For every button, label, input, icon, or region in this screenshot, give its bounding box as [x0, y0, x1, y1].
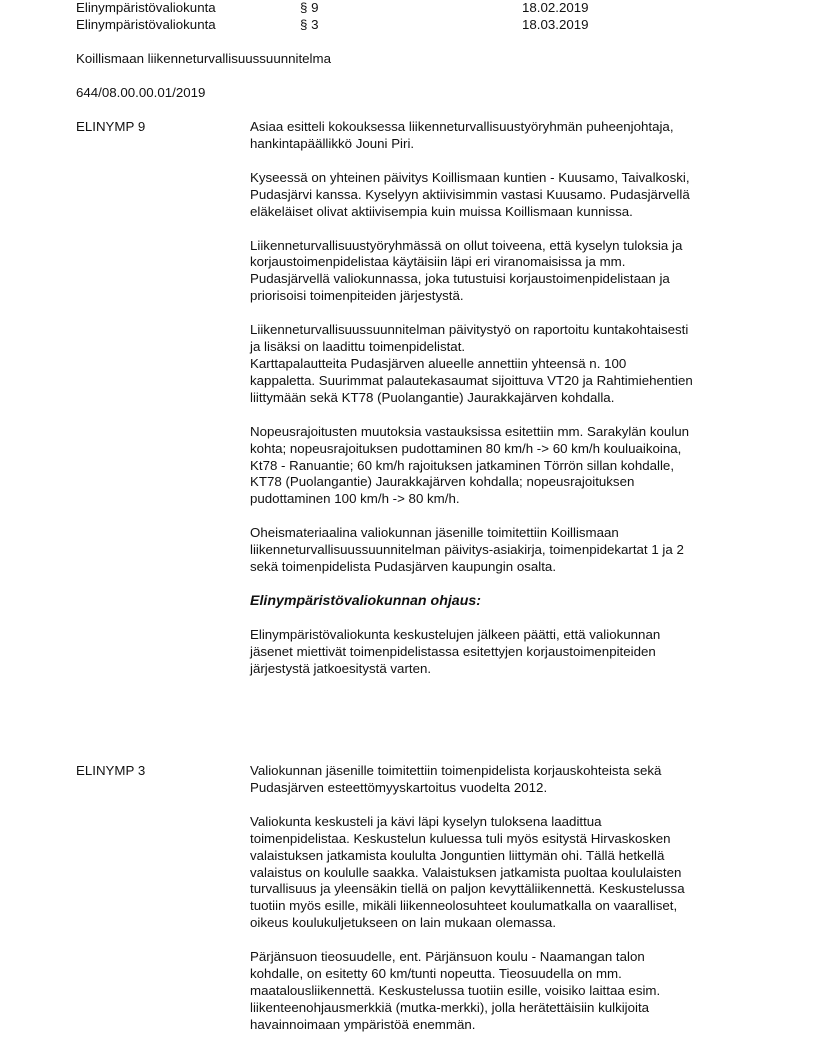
- section-code: ELINYMP 9: [76, 119, 146, 134]
- text-line: valaistuksen jatkamista koululta Jonguntien liittymän ohi. Tällä hetkellä: [250, 847, 665, 863]
- text-line: kappaletta. Suurimmat palautekasaumat sijoittuva VT20 ja Rahtimiehentien: [250, 372, 693, 388]
- text-line: Karttapalautteita Pudasjärven alueelle annettiin yhteensä n. 100: [250, 355, 627, 371]
- text-line: tuotiin myös esille, mikäli liikenneolosuhteet koulumatkalla on vaaralliset,: [250, 898, 678, 914]
- guidance-heading: Elinympäristövaliokunnan ohjaus:: [250, 592, 481, 609]
- text-line: hankintapäällikkö Jouni Piri.: [250, 135, 415, 151]
- paragraph: [250, 119, 750, 153]
- paragraph: [250, 170, 750, 221]
- text-line: jäsenet miettivät toimenpidelistassa esitettyjen korjaustoimenpiteiden: [250, 643, 656, 659]
- meeting-date: 18.03.2019: [522, 17, 589, 32]
- text-line: Elinympäristövaliokunta keskustelujen jälkeen päätti, että valiokunnan: [250, 626, 661, 642]
- paragraph: [250, 322, 750, 407]
- text-line: Liikenneturvallisuussuunnitelman päivitystyö on raportoitu kuntakohtaisesti: [250, 322, 689, 338]
- text-line: KT78 (Puolangantie) Jaurakkajärven kohdalla; nopeusrajoituksen: [250, 474, 635, 490]
- section-body: [250, 119, 750, 695]
- paragraph: [250, 238, 750, 306]
- text-line: Valiokunnan jäsenille toimitettiin toimenpidelista korjauskohteista sekä: [250, 763, 662, 778]
- text-line: turvallisuus ja yleensäkin tiellä on paljon kevyttäliikennettä. Keskustelussa: [250, 881, 685, 897]
- text-line: kohdalle, on esitetty 60 km/tunti nopeutta. Tieosuudella on mm.: [250, 966, 622, 982]
- text-line: Pärjänsuon tieosuudelle, ent. Pärjänsuon koulu - Naamangan talon: [250, 949, 645, 965]
- guidance-paragraph: [250, 627, 750, 678]
- text-line: liikenteenohjausmerkkiä (mutka-merkki), jolla herätettäisiin kulkijoita: [250, 999, 650, 1015]
- text-line: liittymään sekä KT78 (Puolangantie) Jaurakkajärven kohdalla.: [250, 389, 615, 405]
- text-line: järjestystä jatkoesitystä varten.: [250, 660, 432, 676]
- text-line: Pudasjärvellä valiokunnassa, joka tutustuisi korjaustoimenpidelistaan ja: [250, 271, 670, 287]
- section-number: § 3: [300, 17, 319, 32]
- text-line: maatalousliikennettä. Keskustelussa tuotiin esille, voisiko laittaa esim.: [250, 982, 661, 998]
- section-body: [250, 763, 750, 1051]
- paragraph: [250, 763, 750, 797]
- section-code: ELINYMP 3: [76, 763, 146, 778]
- text-line: havainnoimaan ympäristöä enemmän.: [250, 1016, 476, 1032]
- committee-name: Elinympäristövaliokunta: [76, 17, 216, 32]
- text-line: Liikenneturvallisuustyöryhmässä on ollut toiveena, että kyselyn tuloksia ja: [250, 237, 683, 253]
- text-line: pudottaminen 100 km/h -> 80 km/h.: [250, 491, 460, 507]
- paragraph: [250, 525, 750, 576]
- meeting-date: 18.02.2019: [522, 0, 589, 15]
- text-line: ja lisäksi on laadittu toimenpidelistat.: [250, 339, 466, 355]
- text-line: korjaustoimenpidelistaa käytäisiin läpi eri viranomaisissa ja mm.: [250, 254, 626, 270]
- text-line: priorisoisi toimenpiteiden järjestystä.: [250, 288, 464, 304]
- text-line: Kt78 - Ranuantie; 60 km/h rajoituksen jatkaminen Törrön sillan kohdalle,: [250, 457, 675, 473]
- text-line: Kyseessä on yhteinen päivitys Koillismaan kuntien - Kuusamo, Taivalkoski,: [250, 169, 690, 185]
- text-line: Pudasjärven esteettömyyskartoitus vuodelta 2012.: [250, 779, 548, 795]
- diary-number: 644/08.00.00.01/2019: [76, 85, 206, 100]
- text-line: valaistus on koululle saakka. Valaistuksen jatkamista puoltaa koululaisten: [250, 864, 682, 880]
- text-line: Asiaa esitteli kokouksessa liikenneturvallisuustyöryhmän puheenjohtaja,: [250, 119, 674, 134]
- text-line: eläkeläiset olivat aktiivisempia kuin muissa Koillismaan kunnissa.: [250, 203, 633, 219]
- paragraph: [250, 424, 750, 509]
- document-subject: Koillismaan liikenneturvallisuussuunnitelma: [76, 51, 331, 66]
- paragraph: [250, 949, 750, 1034]
- text-line: toimenpidelistaa. Keskustelun kuluessa tuli myös esitystä Hirvaskosken: [250, 830, 671, 846]
- text-line: Oheismateriaalina valiokunnan jäsenille toimitettiin Koillismaan: [250, 525, 619, 541]
- text-line: kohta; nopeusrajoituksen pudottaminen 80 km/h -> 60 km/h kouluaikoina,: [250, 440, 682, 456]
- text-line: oikeus koulukuljetukseen on lain mukaan olemassa.: [250, 915, 557, 931]
- section-number: § 9: [300, 0, 319, 15]
- text-line: sekä toimenpidelista Pudasjärven kaupungin osalta.: [250, 559, 557, 575]
- text-line: Nopeusrajoitusten muutoksia vastauksissa esitettiin mm. Sarakylän koulun: [250, 423, 690, 439]
- text-line: Valiokunta keskusteli ja kävi läpi kyselyn tuloksena laadittua: [250, 813, 602, 829]
- text-line: Pudasjärvi kanssa. Kyselyyn aktiivisimmin vastasi Kuusamo. Pudasjärvellä: [250, 186, 690, 202]
- paragraph: [250, 814, 750, 932]
- text-line: liikenneturvallisuussuunnitelman päivitys-asiakirja, toimenpidekartat 1 ja 2: [250, 542, 684, 558]
- committee-name: Elinympäristövaliokunta: [76, 0, 216, 15]
